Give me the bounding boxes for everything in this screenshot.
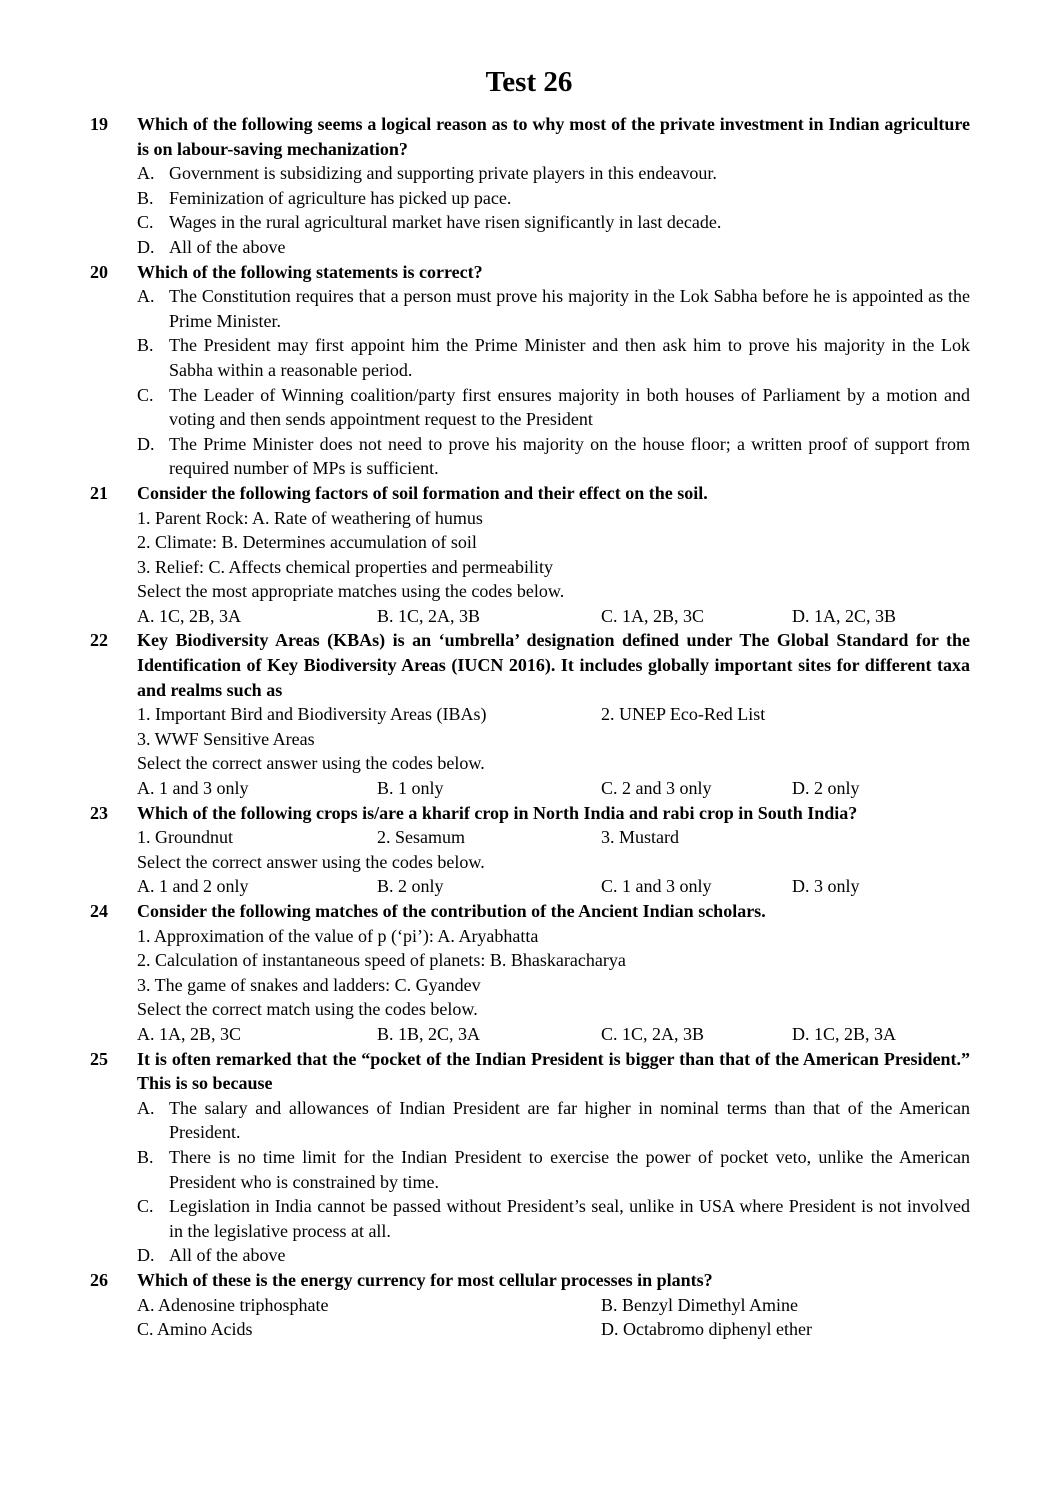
question-number: 23 xyxy=(90,802,108,823)
statement-row: 1. Important Bird and Biodiversity Areas (IBAs) 2. UNEP Eco-Red List xyxy=(137,704,766,725)
question-text: Which of the following seems a logical reason as to why most of the private investment in Indian agriculture is on labour-saving mechanization? xyxy=(137,114,970,159)
question-26 xyxy=(90,1268,970,1342)
question-24 xyxy=(90,899,970,1047)
question-text: Which of the following crops is/are a kharif crop in North India and rabi crop in South India? xyxy=(137,802,858,823)
option-row: C. Amino Acids D. Octabromo diphenyl ether xyxy=(137,1319,812,1340)
option-b: B. There is no time limit for the Indian President to exercise the power of pocket veto, unlike the American President who is constrained by time. xyxy=(137,1146,970,1192)
question-text: Consider the following matches of the contribution of the Ancient Indian scholars. xyxy=(137,901,766,921)
answer-codes: A. 1 and 2 only B. 2 only C. 1 and 3 only D. 3 only xyxy=(137,876,860,897)
question-number: 21 xyxy=(90,482,108,503)
question-20 xyxy=(90,260,970,481)
question-19 xyxy=(90,112,970,260)
question-number: 19 xyxy=(90,114,108,134)
question-21 xyxy=(90,481,970,629)
statement-line: 2. Climate: B. Determines accumulation of soil xyxy=(137,532,477,553)
statement-line: 2. Calculation of instantaneous speed of planets: B. Bhaskaracharya xyxy=(137,950,626,971)
instruction-line: Select the correct match using the codes below. xyxy=(137,999,478,1020)
option-row: A. Adenosine triphosphate B. Benzyl Dimethyl Amine xyxy=(137,1294,798,1315)
question-number: 26 xyxy=(90,1269,108,1290)
page-title: Test 26 xyxy=(485,66,573,98)
instruction-line: Select the correct answer using the codes below. xyxy=(137,753,485,774)
question-22 xyxy=(90,628,970,800)
statement-line: 3. The game of snakes and ladders: C. Gyandev xyxy=(137,974,481,995)
option-d: D. All of the above xyxy=(137,1245,286,1266)
statement-line: 3. Relief: C. Affects chemical properties and permeability xyxy=(137,556,554,577)
question-list xyxy=(90,112,970,1342)
option-a: A. Government is subsidizing and supporting private players in this endeavour. xyxy=(137,163,717,184)
question-text: Which of these is the energy currency for most cellular processes in plants? xyxy=(137,1269,713,1290)
option-a: A. The Constitution requires that a person must prove his majority in the Lok Sabha before he is appointed as the Prime Minister. xyxy=(137,286,970,331)
statement-line: 1. Parent Rock: A. Rate of weathering of humus xyxy=(137,507,483,528)
option-a: A. The salary and allowances of Indian President are far higher in nominal terms than that of the American President. xyxy=(137,1097,970,1143)
option-c: C. The Leader of Winning coalition/party first ensures majority in both houses of Parliament by a motion and voting and then sends appointment request to the President xyxy=(137,384,970,430)
statement-line: 3. WWF Sensitive Areas xyxy=(137,728,315,749)
answer-codes: A. 1 and 3 only B. 1 only C. 2 and 3 only D. 2 only xyxy=(137,778,860,799)
question-text: Key Biodiversity Areas (KBAs) is an ‘umbrella’ designation defined under The Global Standard for the Identification of Key Biodiversity Areas (IUCN 2016). It includes globally important sites for different taxa and realms such as xyxy=(137,630,970,700)
statement-row: 1. Groundnut 2. Sesamum 3. Mustard xyxy=(137,827,679,848)
answer-codes: A. 1A, 2B, 3C B. 1B, 2C, 3A C. 1C, 2A, 3B D. 1C, 2B, 3A xyxy=(137,1023,897,1044)
question-25 xyxy=(90,1047,970,1268)
answer-codes: A. 1C, 2B, 3A B. 1C, 2A, 3B C. 1A, 2B, 3C D. 1A, 2C, 3B xyxy=(137,605,897,626)
question-23 xyxy=(90,801,970,899)
question-number: 24 xyxy=(90,901,108,921)
instruction-line: Select the most appropriate matches using the codes below. xyxy=(137,581,565,602)
option-c: C. Legislation in India cannot be passed without President’s seal, unlike in USA where President is not involved in the legislative process at all. xyxy=(137,1196,970,1241)
option-d: D. All of the above xyxy=(137,236,286,257)
option-b: B. The President may first appoint him the Prime Minister and then ask him to prove his majority in the Lok Sabha within a reasonable period. xyxy=(137,335,970,380)
question-number: 22 xyxy=(90,630,108,651)
question-text: Which of the following statements is correct? xyxy=(137,261,483,282)
statement-line: 1. Approximation of the value of p (‘pi’): A. Aryabhatta xyxy=(137,925,539,946)
question-number: 25 xyxy=(90,1048,108,1069)
question-number: 20 xyxy=(90,261,108,282)
question-text: It is often remarked that the “pocket of the Indian President is bigger than that of the American President.” This is so because xyxy=(137,1048,970,1094)
option-b: B. Feminization of agriculture has picked up pace. xyxy=(137,187,512,208)
option-d: D. The Prime Minister does not need to prove his majority on the house floor; a written proof of support from required number of MPs is sufficient. xyxy=(137,433,970,479)
question-text: Consider the following factors of soil formation and their effect on the soil. xyxy=(137,482,708,503)
instruction-line: Select the correct answer using the codes below. xyxy=(137,851,485,872)
option-c: C. Wages in the rural agricultural market have risen significantly in last decade. xyxy=(137,212,722,233)
